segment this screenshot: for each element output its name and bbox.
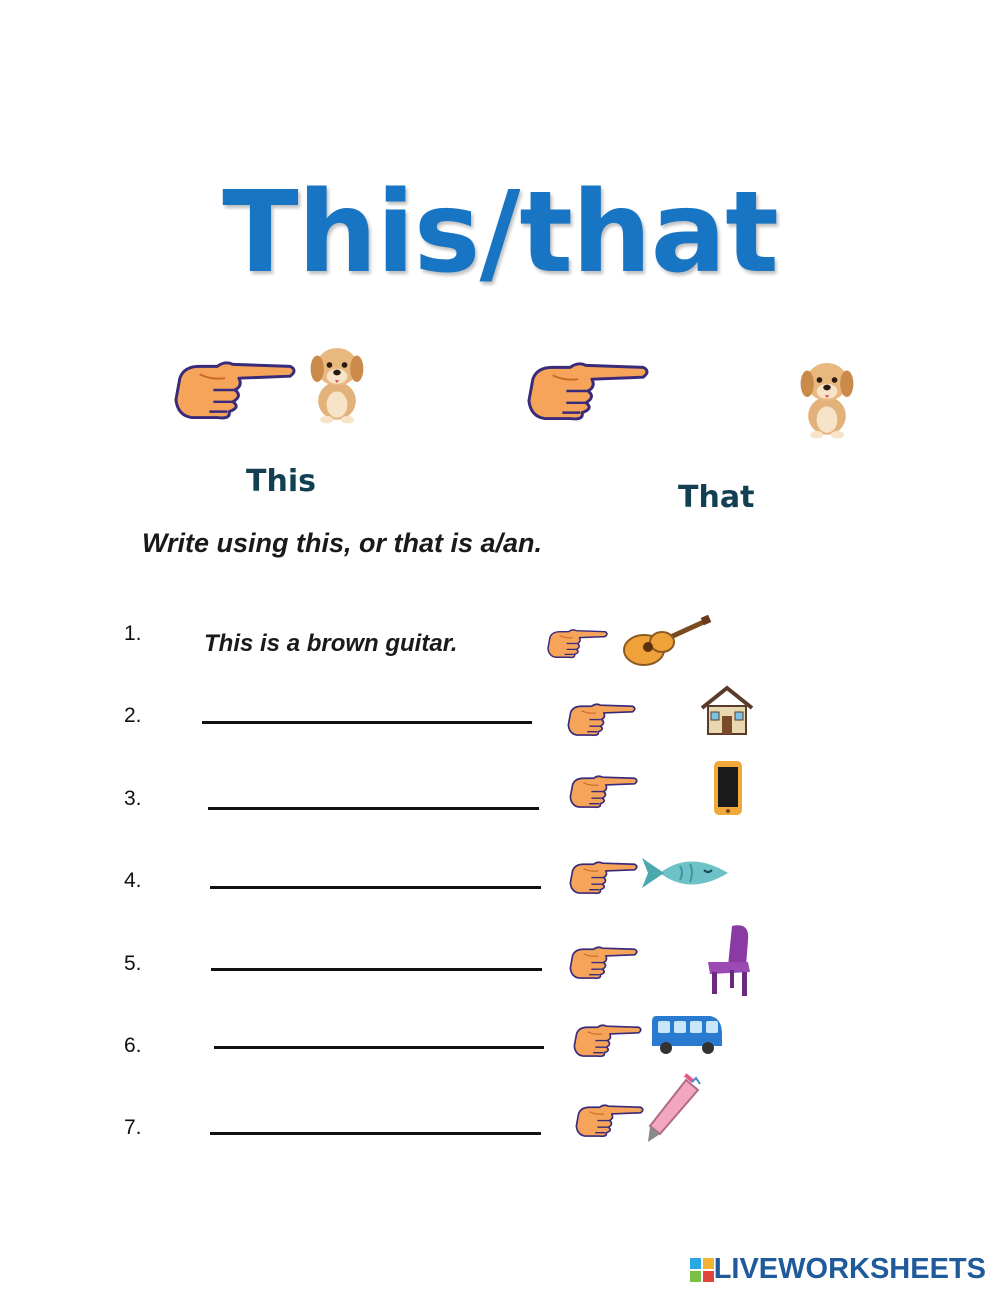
item-number: 3. [124, 787, 142, 810]
answer-line[interactable] [214, 1046, 544, 1049]
bus-icon [650, 1012, 724, 1056]
phone-icon [713, 760, 743, 816]
fish-icon [640, 854, 730, 892]
item-number: 4. [124, 869, 142, 892]
worksheet-title: This/that [222, 168, 778, 298]
answer-text: This is a brown guitar. [204, 630, 458, 657]
dog-icon [304, 338, 370, 424]
house-icon [700, 686, 754, 736]
pointing-hand-icon [573, 1100, 645, 1140]
item-number: 1. [124, 622, 142, 645]
chair-icon [704, 922, 756, 998]
item-number: 5. [124, 952, 142, 975]
answer-line[interactable] [202, 721, 532, 724]
pointing-hand-icon [571, 1020, 643, 1060]
pointing-hand-icon [523, 356, 651, 424]
item-number: 2. [124, 704, 142, 727]
pointing-hand-icon [545, 626, 609, 660]
liveworksheets-logo-icon [690, 1258, 714, 1282]
brand-name: LIVEWORKSHEETS [713, 1253, 986, 1285]
pen-icon [646, 1076, 702, 1144]
pointing-hand-icon [567, 942, 639, 982]
answer-line[interactable] [210, 886, 541, 889]
answer-line[interactable] [210, 1132, 541, 1135]
pointing-hand-icon [170, 355, 298, 423]
this-label: This [246, 464, 316, 499]
pointing-hand-icon [565, 700, 637, 738]
instruction-text: Write using this, or that is a/an. [142, 528, 543, 558]
pointing-hand-icon [567, 772, 639, 810]
that-label: That [678, 480, 755, 515]
answer-line[interactable] [208, 807, 539, 810]
item-number: 6. [124, 1034, 142, 1057]
answer-line[interactable] [211, 968, 542, 971]
item-number: 7. [124, 1116, 142, 1139]
dog-icon [794, 352, 860, 440]
pointing-hand-icon [567, 858, 639, 896]
guitar-icon [622, 616, 712, 668]
